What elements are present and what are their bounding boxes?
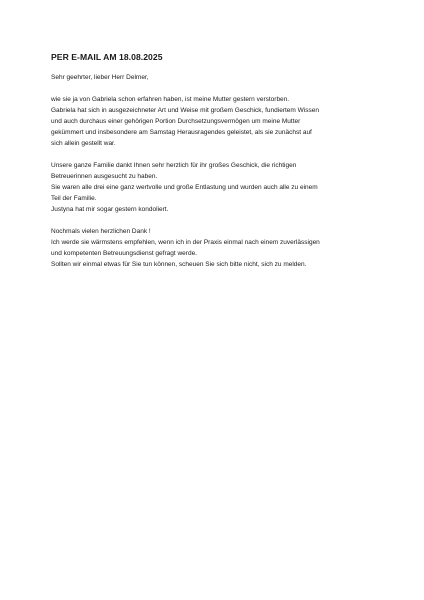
paragraph1-line: Gabriela hat sich in ausgezeichneter Art und Weise mit großem Geschick, fundiertem Wissen [51,107,319,114]
paragraph1-line: und auch durchaus einer gehörigen Portion Durchsetzungsvermögen um meine Mutter [51,118,301,125]
salutation: Sehr geehrter, lieber Herr Delmer, [51,74,149,81]
paragraph2-line: Betreuerinnen ausgesucht zu haben. [51,173,158,180]
paragraph1-line: gekümmert und insbesondere am Samstag Herausragendes geleistet, als sie zunächst auf [51,129,312,136]
paragraph3-line: Ich werde sie wärmstens empfehlen, wenn ich in der Praxis einmal nach einem zuverlässigen [51,239,320,246]
paragraph2-line: Sie waren alle drei eine ganz wertvolle und große Entlastung und wurden auch alle zu einem [51,184,318,191]
paragraph1-line: sich allein gestellt war. [51,140,116,147]
paragraph3-line: und kompetenten Betreuungsdienst gefragt werde. [51,250,197,257]
paragraph3-line: Nochmals vielen herzlichen Dank ! [51,228,151,235]
paragraph2-line: Justyna hat mir sogar gestern kondoliert. [51,206,169,213]
letter-heading: PER E-MAIL AM 18.08.2025 [51,52,163,62]
paragraph3-line: Sollten wir einmal etwas für Sie tun können, scheuen Sie sich bitte nicht, sich zu melden. [51,261,307,268]
paragraph2-line: Unsere ganze Familie dankt Ihnen sehr herzlich für ihr großes Geschick, die richtigen [51,162,297,169]
paragraph2-line: Teil der Familie. [51,195,97,202]
paragraph1-line: wie sie ja von Gabriela schon erfahren haben, ist meine Mutter gestern verstorben. [51,96,290,103]
